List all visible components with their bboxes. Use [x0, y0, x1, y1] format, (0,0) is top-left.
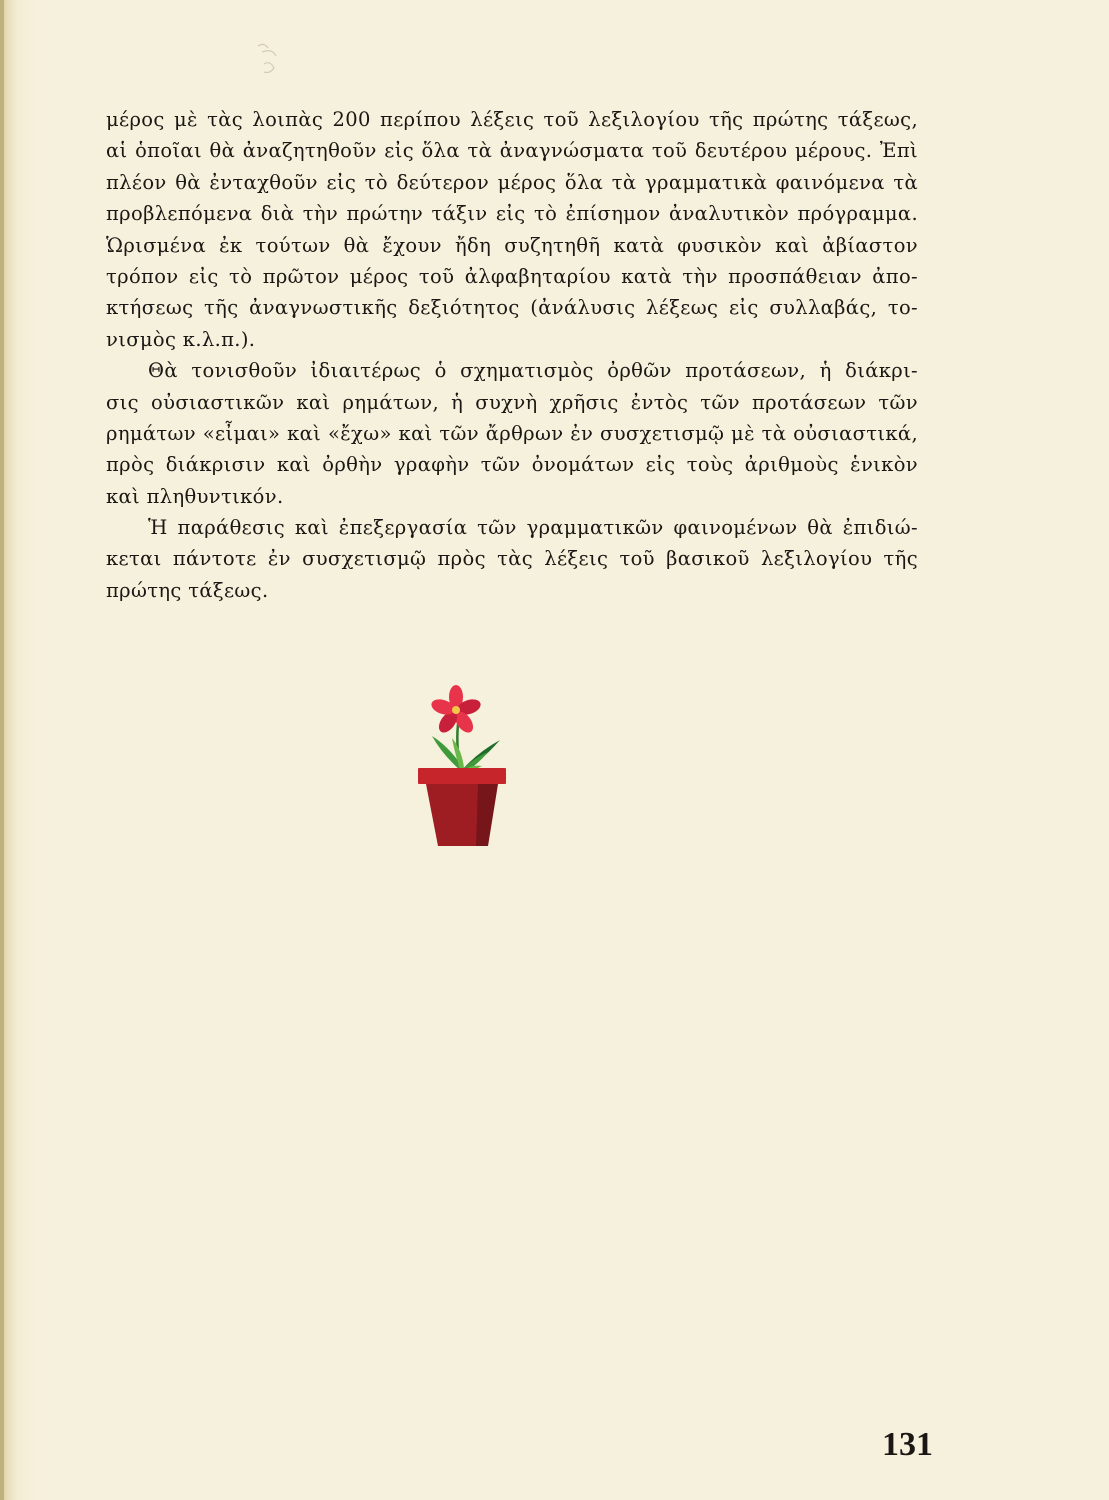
text-line: σις οὐσιαστικῶν καὶ ρημάτων, ἡ συχνὴ χρῆσις ἐντὸς τῶν προτάσεων τῶν — [106, 390, 918, 414]
text-line: προβλεπόμενα διὰ τὴν πρώτην τάξιν εἰς τὸ ἐπίσημον ἀναλυτικὸν πρόγραμμα. — [106, 202, 918, 226]
text-line: ρημάτων «εἶμαι» καὶ «ἔχω» καὶ τῶν ἄρθρων ἐν συσχετισμῷ μὲ τὰ οὐσιαστικά, — [106, 421, 918, 445]
text-line: κτήσεως τῆς ἀναγνωστικῆς δεξιότητος (ἀνάλυσις λέξεως εἰς συλλαβάς, το- — [106, 296, 918, 320]
text-line: μέρος μὲ τὰς λοιπὰς 200 περίπου λέξεις τοῦ λεξιλογίου τῆς πρώτης τάξεως, — [106, 108, 918, 131]
page-number: 131 — [882, 1426, 933, 1463]
text-line: τρόπον εἰς τὸ πρῶτον μέρος τοῦ ἀλφαβηταρίου κατὰ τὴν προσπάθειαν ἀπο- — [106, 264, 918, 288]
text-line: νισμὸς κ.λ.π.). — [106, 327, 256, 351]
flower-center — [452, 706, 460, 714]
text-line: πρὸς διάκρισιν καὶ ὀρθὴν γραφὴν τῶν ὀνομάτων εἰς τοὺς ἀριθμοὺς ἑνικὸν — [106, 453, 918, 477]
text-line: πρώτης τάξεως. — [106, 578, 269, 602]
paragraph-3 — [106, 512, 918, 606]
flower-head — [429, 685, 482, 736]
page-spine-edge — [0, 0, 4, 1500]
pot-shade — [476, 784, 498, 846]
text-line: καὶ πληθυντικόν. — [106, 484, 284, 508]
text-line: Ὡρισμένα ἐκ τούτων θὰ ἔχουν ἤδη συζητηθῆ κατὰ φυσικὸν καὶ ἀβίαστον — [106, 233, 918, 257]
text-line: πλέον θὰ ἐνταχθοῦν εἰς τὸ δεύτερον μέρος ὅλα τὰ γραμματικὰ φαινόμενα τὰ — [106, 170, 918, 194]
pot-rim — [418, 768, 506, 784]
paragraph-1 — [106, 104, 918, 355]
flower-pot-icon — [412, 684, 512, 848]
pencil-mark-icon — [250, 40, 290, 84]
paragraph-2 — [106, 355, 918, 512]
text-line: Ἡ παράθεσις καὶ ἐπεξεργασία τῶν γραμματικῶν φαινομένων θὰ ἐπιδιώ- — [148, 516, 918, 540]
text-line: Θὰ τονισθοῦν ἰδιαιτέρως ὁ σχηματισμὸς ὀρθῶν προτάσεων, ἡ διάκρι- — [148, 359, 918, 383]
text-line: κεται πάντοτε ἐν συσχετισμῷ πρὸς τὰς λέξεις τοῦ βασικοῦ λεξιλογίου τῆς — [106, 547, 918, 571]
text-line: αἱ ὁποῖαι θὰ ἀναζητηθοῦν εἰς ὅλα τὰ ἀναγνώσματα τοῦ δευτέρου μέρους. Ἐπὶ — [106, 139, 918, 163]
body-text — [106, 104, 918, 606]
